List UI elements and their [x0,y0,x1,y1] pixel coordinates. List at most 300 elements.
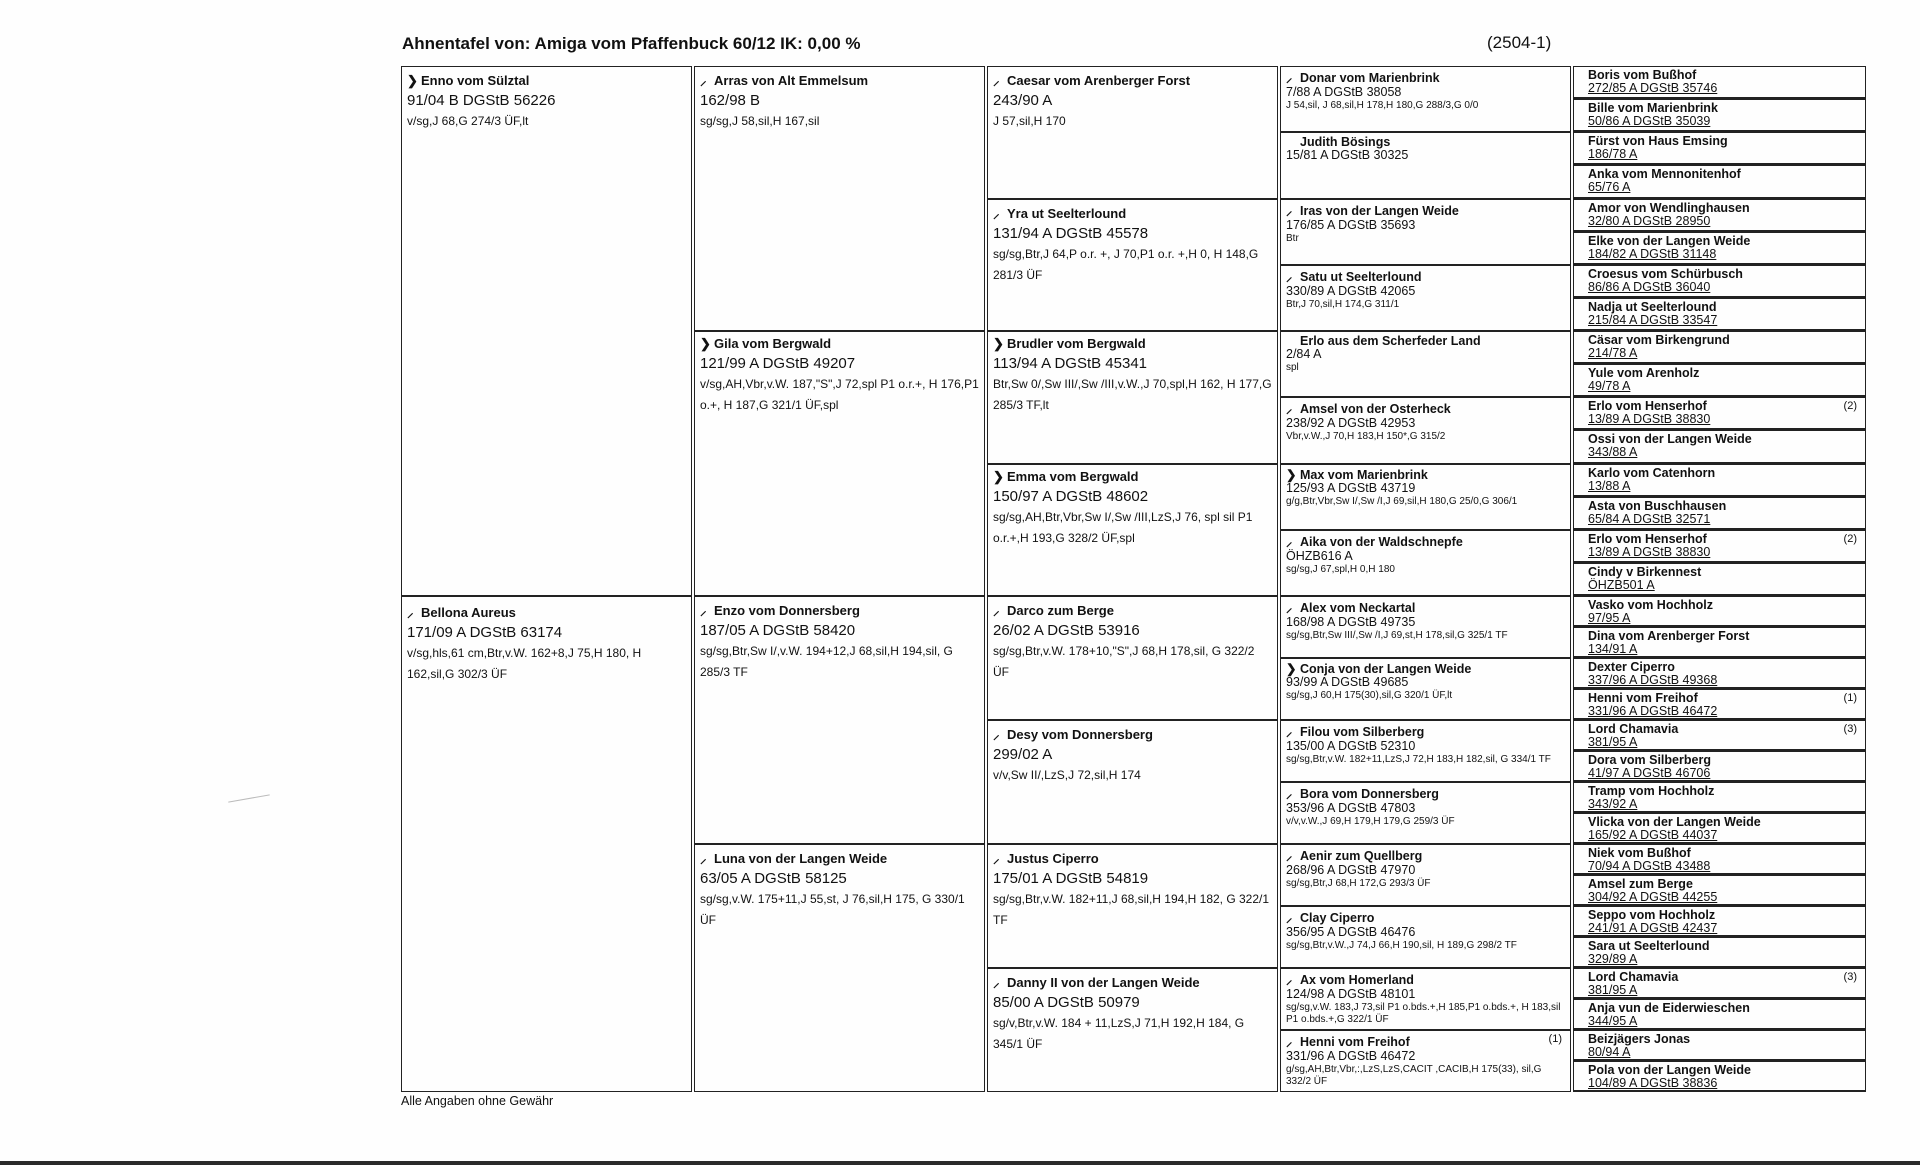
dog-name [1588,629,1860,643]
pedigree-cell-gen5 [1573,563,1866,596]
dog-name [1286,69,1565,86]
dog-name-text: Lord Chamavia [1588,970,1679,984]
registration-number: 187/05 A DGStB 58420 [700,622,856,639]
pedigree-cell-gen1 [401,596,692,1092]
dog-name [993,601,1272,619]
dog-name-text: Vasko vom Hochholz [1588,598,1714,612]
pedigree-cell-gen4 [1280,397,1571,463]
sex-marker: ⸝ [700,851,707,866]
dog-name [1588,691,1860,705]
dog-name-text: Bille vom Marienbrink [1588,101,1718,116]
registration-number: 356/95 A DGStB 46476 [1286,925,1416,939]
registration-number: 238/92 A DGStB 42953 [1286,416,1416,431]
registration-number: 168/98 A DGStB 49735 [1286,615,1416,629]
performance-info: sg/v,Btr,v.W. 184 + 11,LzS,J 71,H 192,H 184, G 345/1 ÜF [993,1016,1245,1051]
registration-number: 330/89 A DGStB 42065 [1286,283,1416,298]
dog-name [1588,101,1860,115]
performance-info: sg/sg,J 60,H 175(30),sil,G 320/1 ÜF,lt [1286,690,1453,701]
registration-number: 304/92 A DGStB 44255 [1588,890,1718,904]
dog-name-text: Alex vom Neckartal [1300,601,1416,615]
pedigree-cell-gen3 [987,66,1278,199]
sex-marker: ⸝ [1286,787,1293,801]
dog-name-text: Brudler vom Bergwald [1007,336,1146,351]
pedigree-cell-gen5 [1573,627,1866,658]
performance-info: g/sg,AH,Btr,Vbr,:,LzS,LzS,CACIT ,CACIB,H 175(33), sil,G 332/2 ÜF [1286,1064,1542,1087]
pedigree-cell-gen5 [1573,464,1866,497]
performance-info: Vbr,v.W.,J 70,H 183,H 150*,G 315/2 [1286,431,1446,443]
dog-name-text: Yra ut Seelterlound [1007,205,1127,221]
registration-number: 7/88 A DGStB 38058 [1286,85,1402,99]
dog-name [1588,267,1860,281]
performance-info: v/sg,AH,Vbr,v.W. 187,"S",J 72,spl P1 o.r.+, H 176,P1 o.+, H 187,G 321/1 ÜF,spl [700,377,979,412]
registration-number: 241/91 A DGStB 42437 [1588,921,1718,935]
pedigree-cell-gen5 [1573,1030,1866,1061]
pedigree-cell-gen5 [1573,430,1866,463]
sex-marker: ⸝ [993,851,1000,866]
registration-number: 331/96 A DGStB 46472 [1286,1049,1416,1063]
registration-number: 343/88 A [1588,445,1638,460]
registration-number: 41/97 A DGStB 46706 [1588,766,1711,780]
registration-number: 215/84 A DGStB 33547 [1588,312,1718,327]
registration-number: 49/78 A [1588,379,1631,394]
pedigree-cell-gen5 [1573,999,1866,1030]
registration-number: 162/98 B [700,92,761,109]
performance-info: J 54,sil, J 68,sil,H 178,H 180,G 288/3,G 0/0 [1286,100,1479,111]
pedigree-cell-gen3 [987,844,1278,968]
pedigree-cell-gen5 [1573,331,1866,364]
dog-name-text: Asta von Buschhausen [1588,498,1727,513]
dog-name-text: Donar vom Marienbrink [1300,71,1440,85]
pedigree-cell-gen5 [1573,751,1866,782]
dog-name-text: Emma vom Bergwald [1007,468,1139,484]
scan-mark [228,794,270,802]
performance-info: sg/sg,Btr,v.W.,J 74,J 66,H 190,sil, H 189,G 298/2 TF [1286,940,1517,951]
pedigree-cell-gen5 [1573,720,1866,751]
dog-name [1588,234,1860,248]
pedigree-cell-gen4 [1280,596,1571,658]
pedigree-cell-gen2 [694,596,985,844]
pedigree-code: (2504-1) [1487,33,1552,52]
performance-info: sg/sg,AH,Btr,Vbr,Sw I/,Sw /III,LzS,J 76, spl sil P1 o.r.+,H 193,G 328/2 ÜF,spl [993,509,1253,545]
pedigree-cell-gen5 [1573,232,1866,265]
dog-name [1588,598,1860,612]
performance-info: J 57,sil,H 170 [993,114,1066,128]
dog-name-text: Erlo vom Henserhof [1588,399,1707,414]
sex-marker: ⸝ [993,975,1000,990]
sex-marker: ❯ [993,468,1004,484]
dog-name [1286,334,1565,348]
dog-name-text: Fürst von Haus Emsing [1588,134,1728,149]
pedigree-cell-gen5 [1573,844,1866,875]
dog-name [1286,268,1565,285]
dog-name [1588,399,1860,413]
pedigree-cell-gen5 [1573,530,1866,563]
pedigree-cell-gen5 [1573,364,1866,397]
registration-number: 65/76 A [1588,180,1631,195]
dog-name [1588,784,1860,798]
dog-name-text: Aenir zum Quellberg [1300,849,1423,863]
disclaimer: Alle Angaben ohne Gewähr [401,1094,554,1108]
registration-number: 13/89 A DGStB 38830 [1588,544,1711,559]
registration-number: 337/96 A DGStB 49368 [1588,673,1718,687]
registration-number: 171/09 A DGStB 63174 [407,624,563,641]
performance-info: sg/sg,Btr,Sw I/,v.W. 194+12,J 68,sil,H 194,sil, G 285/3 TF [700,644,953,679]
pedigree-grid [401,66,1858,1092]
dog-name-text: Justus Ciperro [1007,851,1099,866]
pedigree-cell-gen4 [1280,782,1571,844]
registration-number: 26/02 A DGStB 53916 [993,622,1140,639]
dog-name-text: Elke von der Langen Weide [1588,233,1751,248]
dog-name-text: Dina vom Arenberger Forst [1588,629,1750,643]
pedigree-cell-gen5 [1573,689,1866,720]
registration-number: 113/94 A DGStB 45341 [993,355,1148,372]
sex-marker: ⸝ [993,73,1000,88]
dog-name [1588,466,1860,480]
performance-info: sg/sg,Btr,Sw III/,Sw /I,J 69,st,H 178,sil,G 325/1 TF [1286,630,1508,641]
sex-marker: ⸝ [1286,534,1293,549]
dog-name-text: Dexter Ciperro [1588,660,1675,674]
dog-name-text: Enno vom Sülztal [421,73,530,88]
registration-number: 214/78 A [1588,346,1638,360]
pedigree-cell-gen5 [1573,968,1866,999]
dog-name-text: Satu ut Seelterlound [1300,269,1422,284]
pedigree-cell-gen2 [694,844,985,1092]
pedigree-cell-gen5 [1573,66,1866,99]
registration-number: 381/95 A [1588,983,1638,997]
dog-name-text: Max vom Marienbrink [1300,467,1428,482]
dog-name [1588,532,1860,546]
performance-info: sg/sg,J 67,spl,H 0,H 180 [1286,563,1395,575]
dog-name [1286,723,1565,740]
dog-name [1588,366,1860,380]
registration-number: 175/01 A DGStB 54819 [993,870,1149,887]
pedigree-cell-gen4 [1280,331,1571,397]
performance-info: v/sg,J 68,G 274/3 ÜF,lt [407,114,529,128]
dog-name-text: Bora vom Donnersberg [1300,787,1439,801]
performance-info: sg/sg,Btr,v.W. 178+10,"S",J 68,H 178,sil, G 322/2 ÜF [993,644,1255,679]
pedigree-cell-gen3 [987,331,1278,464]
dog-name-text: Lord Chamavia [1588,722,1679,736]
pedigree-cell-gen4 [1280,199,1571,265]
pedigree-cell-gen3 [987,720,1278,844]
dog-name-text: Karlo vom Catenhorn [1588,465,1716,480]
registration-number: 243/90 A [993,92,1053,109]
performance-info: sg/sg,J 58,sil,H 167,sil [700,114,820,128]
pedigree-cell-gen4 [1280,844,1571,906]
dog-name-text: Sara ut Seelterlound [1588,939,1710,953]
registration-number: 50/86 A DGStB 35039 [1588,114,1711,129]
dog-name [1286,135,1565,149]
dog-name [1588,167,1860,181]
dog-name-text: Darco zum Berge [1007,603,1114,618]
dog-name [1286,202,1565,219]
dog-name-text: Enzo vom Donnersberg [714,603,860,618]
registration-number: 344/95 A [1588,1014,1638,1028]
dog-name [993,336,1272,352]
registration-number: 104/89 A DGStB 38836 [1588,1076,1718,1090]
repeat-ancestor-note: (3) [1843,971,1857,983]
dog-name [1588,432,1860,446]
sex-marker: ⸝ [1286,71,1293,85]
registration-number: 65/84 A DGStB 32571 [1588,511,1711,526]
dog-name-text: Filou vom Silberberg [1300,725,1425,739]
dog-name [1286,909,1565,926]
pedigree-cell-gen2 [694,331,985,596]
pedigree-cell-gen4 [1280,720,1571,782]
registration-number: 184/82 A DGStB 31148 [1588,246,1717,261]
registration-number: 353/96 A DGStB 47803 [1286,801,1416,815]
registration-number: ÖHZB616 A [1286,548,1353,563]
pedigree-cell-gen5 [1573,199,1866,232]
pedigree-cell-gen4 [1280,968,1571,1030]
dog-name [993,469,1272,485]
dog-name-text: Gila vom Bergwald [714,336,832,351]
pedigree-cell-gen5 [1573,658,1866,689]
pedigree-cell-gen3 [987,968,1278,1092]
registration-number: 91/04 B DGStB 56226 [407,92,556,109]
performance-info: Btr,Sw 0/,Sw III/,Sw /III,v.W.,J 70,spl,H 162, H 177,G 285/3 TF,lt [993,377,1272,412]
sex-marker: ⸝ [700,603,707,618]
dog-name-text: Yule vom Arenholz [1588,366,1700,381]
performance-info: v/v,v.W.,J 69,H 179,H 179,G 259/3 ÜF [1286,816,1455,827]
repeat-ancestor-note: (1) [1548,1033,1562,1045]
pedigree-cell-gen5 [1573,165,1866,198]
dog-name-text: Vlicka von der Langen Weide [1588,815,1761,829]
dog-name [1588,660,1860,674]
performance-info: sg/sg,Btr,J 64,P o.r. +, J 70,P1 o.r. +,H 0, H 148,G 281/3 ÜF [993,246,1259,282]
dog-name-text: Erlo aus dem Scherfeder Land [1300,334,1481,348]
pedigree-cell-gen5 [1573,265,1866,298]
registration-number: 134/91 A [1588,642,1638,656]
dog-name-text: Luna von der Langen Weide [714,851,888,866]
dog-name-text: Tramp vom Hochholz [1588,784,1715,798]
scan-edge [0,1161,1920,1165]
performance-info: sg/sg,v.W. 175+11,J 55,st, J 76,sil,H 175, G 330/1 ÜF [700,892,965,927]
dog-name [407,603,686,621]
dog-name [1588,333,1860,347]
dog-name-text: Pola von der Langen Weide [1588,1063,1751,1077]
dog-name [1588,1063,1860,1077]
dog-name [993,973,1272,991]
dog-name-text: Judith Bösings [1300,135,1391,150]
dog-name-text: Boris vom Bußhof [1588,68,1697,82]
sex-marker: ⸝ [993,205,1000,221]
registration-number: 93/99 A DGStB 49685 [1286,675,1409,689]
dog-name [993,725,1272,743]
dog-name [1588,815,1860,829]
registration-number: 13/89 A DGStB 38830 [1588,412,1711,427]
pedigree-cell-gen4 [1280,265,1571,331]
sex-marker: ⸝ [1286,725,1293,739]
repeat-ancestor-note: (2) [1843,532,1857,545]
performance-info: sg/sg,v.W. 183,J 73,sil P1 o.bds.+,H 185,P1 o.bds.+, H 183,sil P1 o.bds.+,G 322/1 ÜF [1286,1002,1561,1025]
pedigree-cell-gen2 [694,66,985,331]
pedigree-cell-gen4 [1280,132,1571,198]
registration-number: 85/00 A DGStB 50979 [993,994,1140,1011]
registration-number: 299/02 A [993,746,1053,763]
dog-name [1588,970,1860,984]
dog-name [700,336,979,352]
repeat-ancestor-note: (2) [1843,400,1857,413]
registration-number: 381/95 A [1588,735,1638,749]
registration-number: 80/94 A [1588,1045,1631,1059]
dog-name-text: Henni vom Freihof [1588,691,1698,705]
sex-marker: ⸝ [407,605,414,620]
pedigree-cell-gen4 [1280,464,1571,530]
registration-number: 121/99 A DGStB 49207 [700,355,856,372]
dog-name-text: Amor von Wendlinghausen [1588,200,1750,215]
dog-name [1286,467,1565,482]
sex-marker: ❯ [1286,467,1297,482]
dog-name-text: Danny II von der Langen Weide [1007,975,1200,990]
dog-name-text: Nadja ut Seelterlound [1588,299,1717,314]
dog-name [1588,939,1860,953]
dog-name-text: Iras von der Langen Weide [1300,203,1459,218]
performance-info: Btr [1286,232,1299,244]
pedigree-cell-gen3 [987,464,1278,597]
registration-number: 331/96 A DGStB 46472 [1588,704,1718,718]
dog-name-text: Anka vom Mennonitenhof [1588,167,1741,182]
dog-name [700,849,979,867]
registration-number: 272/85 A DGStB 35746 [1588,81,1718,95]
dog-name [1286,785,1565,802]
dog-name [700,71,979,89]
sex-marker: ❯ [993,336,1004,351]
dog-name [1588,68,1860,82]
pedigree-cell-gen5 [1573,1061,1866,1092]
registration-number: 131/94 A DGStB 45578 [993,224,1149,242]
dog-name [1588,722,1860,736]
sex-marker: ⸝ [1286,402,1293,417]
sex-marker: ⸝ [1286,973,1293,987]
dog-name [1588,846,1860,860]
performance-info: sg/sg,Btr,v.W. 182+11,LzS,J 72,H 183,H 182,sil, G 334/1 TF [1286,754,1551,765]
pedigree-cell-gen5 [1573,132,1866,165]
registration-number: 150/97 A DGStB 48602 [993,487,1149,505]
dog-name-text: Arras von Alt Emmelsum [714,73,869,88]
pedigree-cell-gen5 [1573,99,1866,132]
dog-name [1588,877,1860,891]
sex-marker: ❯ [407,73,418,88]
pedigree-cell-gen4 [1280,66,1571,132]
dog-name [1286,661,1565,676]
dog-name-text: Conja von der Langen Weide [1300,662,1472,676]
dog-name [1588,300,1860,314]
registration-number: 97/95 A [1588,611,1631,625]
dog-name-text: Seppo vom Hochholz [1588,908,1716,922]
dog-name [993,849,1272,867]
pedigree-cell-gen5 [1573,937,1866,968]
pedigree-cell-gen5 [1573,596,1866,627]
dog-name-text: Erlo vom Henserhof [1588,531,1707,546]
pedigree-cell-gen5 [1573,813,1866,844]
dog-name [407,73,686,89]
dog-name [1588,1001,1860,1015]
dog-name-text: Caesar vom Arenberger Forst [1007,73,1191,88]
pedigree-cell-gen3 [987,199,1278,332]
dog-name [1286,400,1565,417]
dog-name [1286,1033,1565,1050]
sex-marker: ⸝ [1286,849,1293,863]
registration-number: 343/92 A [1588,797,1638,811]
pedigree-cell-gen4 [1280,530,1571,596]
pedigree-cell-gen5 [1573,906,1866,937]
dog-name [1588,499,1860,513]
registration-number: 176/85 A DGStB 35693 [1286,217,1416,232]
pedigree-cell-gen4 [1280,658,1571,720]
dog-name [1588,753,1860,767]
sex-marker: ⸝ [1286,911,1293,925]
dog-name [1588,565,1860,579]
performance-info: g/g,Btr,Vbr,Sw I/,Sw /I,J 69,sil,H 180,G 25/0,G 306/1 [1286,495,1518,507]
registration-number: ÖHZB501 A [1588,577,1655,592]
sex-marker: ⸝ [1286,601,1293,615]
pedigree-cell-gen5 [1573,298,1866,331]
dog-name-text: Beizjägers Jonas [1588,1032,1691,1046]
dog-name [1286,971,1565,988]
registration-number: 86/86 A DGStB 36040 [1588,279,1711,294]
registration-number: 63/05 A DGStB 58125 [700,870,847,887]
registration-number: 32/80 A DGStB 28950 [1588,213,1711,228]
dog-name-text: Amsel von der Osterheck [1300,402,1451,417]
dog-name-text: Ax vom Homerland [1300,973,1414,987]
pedigree-cell-gen1 [401,66,692,596]
dog-name-text: Bellona Aureus [421,605,516,620]
dog-name-text: Niek vom Bußhof [1588,846,1691,860]
pedigree-cell-gen4 [1280,1030,1571,1092]
registration-number: 268/96 A DGStB 47970 [1286,863,1416,877]
sex-marker: ⸝ [1286,269,1293,284]
dog-name-text: Dora vom Silberberg [1588,753,1711,767]
sex-marker: ❯ [1286,662,1297,676]
performance-info: sg/sg,Btr,v.W. 182+11,J 68,sil,H 194,H 182, G 322/1 TF [993,892,1270,927]
dog-name-text: Clay Ciperro [1300,911,1375,925]
dog-name [1588,134,1860,148]
dog-name [1588,201,1860,215]
sex-marker: ⸝ [700,73,707,88]
registration-number: 125/93 A DGStB 43719 [1286,480,1416,495]
repeat-ancestor-note: (1) [1843,692,1857,704]
pedigree-cell-gen5 [1573,782,1866,813]
performance-info: v/sg,hls,61 cm,Btr,v.W. 162+8,J 75,H 180, H 162,sil,G 302/3 ÜF [407,646,642,681]
dog-name [1588,1032,1860,1046]
performance-info: v/v,Sw II/,LzS,J 72,sil,H 174 [993,768,1141,782]
pedigree-cell-gen5 [1573,875,1866,906]
dog-name-text: Croesus vom Schürbusch [1588,266,1743,281]
dog-name [700,601,979,619]
dog-name [993,71,1272,89]
registration-number: 15/81 A DGStB 30325 [1286,148,1409,163]
performance-info: spl [1286,362,1299,373]
performance-info: sg/sg,Btr,J 68,H 172,G 293/3 ÜF [1286,878,1431,889]
sex-marker: ❯ [700,336,711,351]
registration-number: 329/89 A [1588,952,1638,966]
dog-name-text: Henni vom Freihof [1300,1035,1410,1049]
repeat-ancestor-note: (3) [1843,723,1857,735]
pedigree-cell-gen5 [1573,397,1866,430]
dog-name [1588,908,1860,922]
dog-name-text: Anja vun de Eiderwieschen [1588,1001,1750,1015]
dog-name-text: Aika von der Waldschnepfe [1300,534,1463,549]
dog-name [1286,533,1565,550]
registration-number: 2/84 A [1286,347,1322,361]
sex-marker: ⸝ [1286,1035,1293,1049]
registration-number: 135/00 A DGStB 52310 [1286,739,1416,753]
dog-name [1286,599,1565,616]
registration-number: 165/92 A DGStB 44037 [1588,828,1718,842]
dog-name [993,204,1272,222]
performance-info: Btr,J 70,sil,H 174,G 311/1 [1286,298,1400,310]
